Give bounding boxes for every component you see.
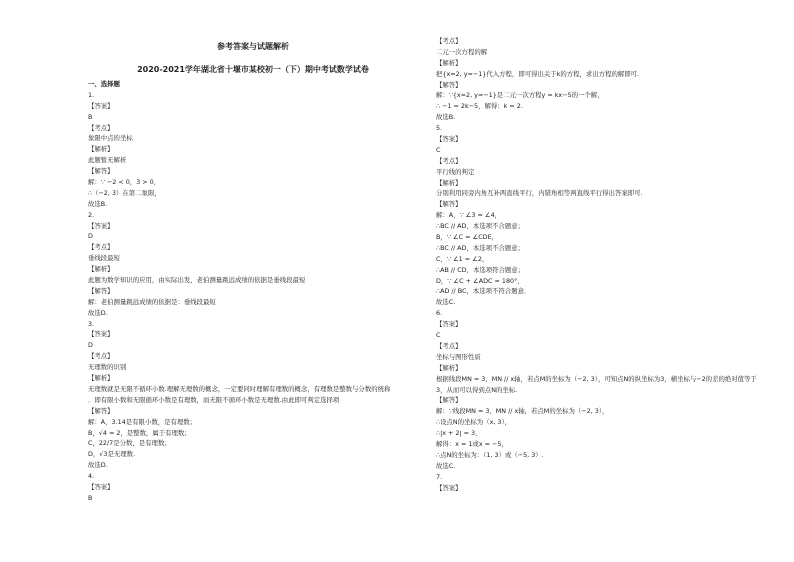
- left-line: 【解答】: [88, 167, 114, 176]
- left-column: [88, 0, 418, 504]
- left-line: 【答案】: [88, 101, 114, 110]
- right-line: 7.: [436, 472, 443, 481]
- right-column: [436, 0, 766, 493]
- left-line: B，√4 = 2，是整数，属于有理数；: [88, 428, 191, 437]
- right-line: ∴点N的坐标为：（1, 3）或（−5, 3）.: [436, 450, 544, 459]
- left-column-lines: [88, 79, 418, 504]
- right-line: 【考点】: [436, 341, 462, 350]
- right-line: 故选C.: [436, 461, 456, 470]
- left-line: 一、选择题: [88, 80, 120, 88]
- left-line: D: [88, 232, 93, 241]
- right-line: 【答案】: [436, 320, 462, 329]
- left-line: 【考点】: [88, 123, 114, 132]
- right-line: 把{x=2, y=−1}代入方程，即可得出关于k的方程，求出方程的解即可.: [436, 69, 640, 78]
- left-line: ．即有限小数和无限循环小数是有理数，而无限不循环小数是无理数.由此即可判定选择项: [88, 395, 340, 404]
- right-line: 【考点】: [436, 156, 462, 165]
- right-line: ∴AD // BC，本选项不符合题意.: [436, 287, 527, 296]
- left-line: 故选B.: [88, 199, 108, 208]
- left-line: 解：老伯测量跳远成绩的依据是：垂线段最短: [88, 297, 216, 306]
- left-line: 4.: [88, 472, 95, 481]
- document-title: 参考答案与试题解析: [217, 42, 289, 51]
- left-line: D，√3是无理数.: [88, 450, 136, 459]
- left-line: 垂线段最短: [88, 254, 120, 263]
- right-line: ∴AB // CD，本选项符合题意；: [436, 265, 525, 274]
- right-line: C，∵ ∠1 = ∠2，: [436, 254, 489, 263]
- left-line: 2.: [88, 210, 95, 219]
- right-line: 3，从而可以得到点N的坐标.: [436, 385, 518, 394]
- right-line: 坐标与图形性质: [436, 352, 481, 361]
- left-line: 【解答】: [88, 286, 114, 295]
- right-column-lines: [436, 36, 766, 493]
- right-line: 6.: [436, 309, 443, 318]
- right-line: ∴ −1 = 2k−5，解得：k = 2.: [436, 102, 523, 111]
- left-line: 【解析】: [88, 145, 114, 154]
- left-line: 解：∵ −2 < 0，3 > 0，: [88, 178, 161, 187]
- left-line: 3.: [88, 319, 95, 328]
- right-line: 故选C.: [436, 298, 456, 307]
- right-line: 解得：x = 1或x = −5，: [436, 439, 508, 448]
- right-line: 解：A，∵ ∠3 = ∠4，: [436, 211, 502, 220]
- left-line: 无理数就是无限不循环小数.理解无理数的概念，一定要同时理解有理数的概念，有理数是整数与分数的统称: [88, 384, 391, 393]
- right-line: 分别利用同旁内角互补两直线平行，内错角相等两直线平行得出答案即可.: [436, 189, 643, 198]
- left-line: C，22/7是分数，是有理数；: [88, 439, 171, 448]
- right-line: 【解答】: [436, 396, 462, 405]
- right-line: ∴|x + 2| = 3，: [436, 429, 482, 438]
- right-line: ∴设点N的坐标为（x, 3），: [436, 418, 512, 427]
- right-line: 【解析】: [436, 363, 462, 372]
- left-line: 【答案】: [88, 482, 114, 491]
- right-line: 平行线的判定: [436, 167, 475, 176]
- document-subtitle: 2020-2021学年湖北省十堰市某校初一（下）期中考试数学试卷: [137, 65, 369, 74]
- right-line: B，∵ ∠C = ∠CDE，: [436, 233, 499, 242]
- right-line: ∴BC // AD，本选项不合题意；: [436, 243, 524, 252]
- left-line: D: [88, 341, 93, 350]
- left-line: 故选D.: [88, 308, 108, 317]
- left-line: 象限中点的坐标: [88, 134, 133, 143]
- right-line: 解：∵{x=2, y=−1}是二元一次方程y = kx−5的一个解，: [436, 91, 604, 100]
- right-line: 【解析】: [436, 178, 462, 187]
- right-line: 二元一次方程的解: [436, 47, 488, 56]
- left-line: 【答案】: [88, 221, 114, 230]
- left-line: 【考点】: [88, 352, 114, 361]
- left-line: 【考点】: [88, 243, 114, 252]
- right-line: 【答案】: [436, 135, 462, 144]
- left-line: 【解答】: [88, 406, 114, 415]
- right-line: 解：∵线段MN = 3，MN // x轴，若点M的坐标为（−2, 3），: [436, 407, 609, 416]
- right-line: 【解析】: [436, 58, 462, 67]
- right-line: C: [436, 331, 441, 340]
- right-line: 故选B.: [436, 113, 456, 122]
- left-line: B: [88, 112, 93, 121]
- right-line: C: [436, 145, 441, 154]
- left-line: 无理数的识别: [88, 363, 127, 372]
- right-line: 【考点】: [436, 37, 462, 45]
- left-line: 【解析】: [88, 374, 114, 383]
- left-line: 此题为数学知识的应用，由实际出发，老伯测量跳远成绩的依据是垂线段最短: [88, 276, 306, 285]
- left-line: 故选D.: [88, 461, 108, 470]
- left-line: 【答案】: [88, 330, 114, 339]
- left-line: 1.: [88, 90, 95, 99]
- right-line: 5.: [436, 124, 443, 133]
- right-line: 【解答】: [436, 80, 462, 89]
- right-line: ∴BC // AD，本选项不合题意；: [436, 222, 524, 231]
- left-line: 解：A，3.14是有限小数，是有理数；: [88, 417, 197, 426]
- left-line: B: [88, 493, 93, 502]
- right-line: D，∵ ∠C + ∠ADC = 180°，: [436, 276, 524, 285]
- left-line: ∴（−2, 3）在第二象限，: [88, 188, 161, 197]
- left-line: 【解析】: [88, 265, 114, 274]
- right-line: 【答案】: [436, 483, 462, 492]
- left-line: 此题暂无解析: [88, 156, 127, 165]
- right-line: 根据线段MN = 3，MN // x轴，若点M的坐标为（−2, 3），可知点N的纵坐标为3，横坐标与−2的差的绝对值等于: [436, 374, 757, 383]
- right-line: 【解答】: [436, 200, 462, 209]
